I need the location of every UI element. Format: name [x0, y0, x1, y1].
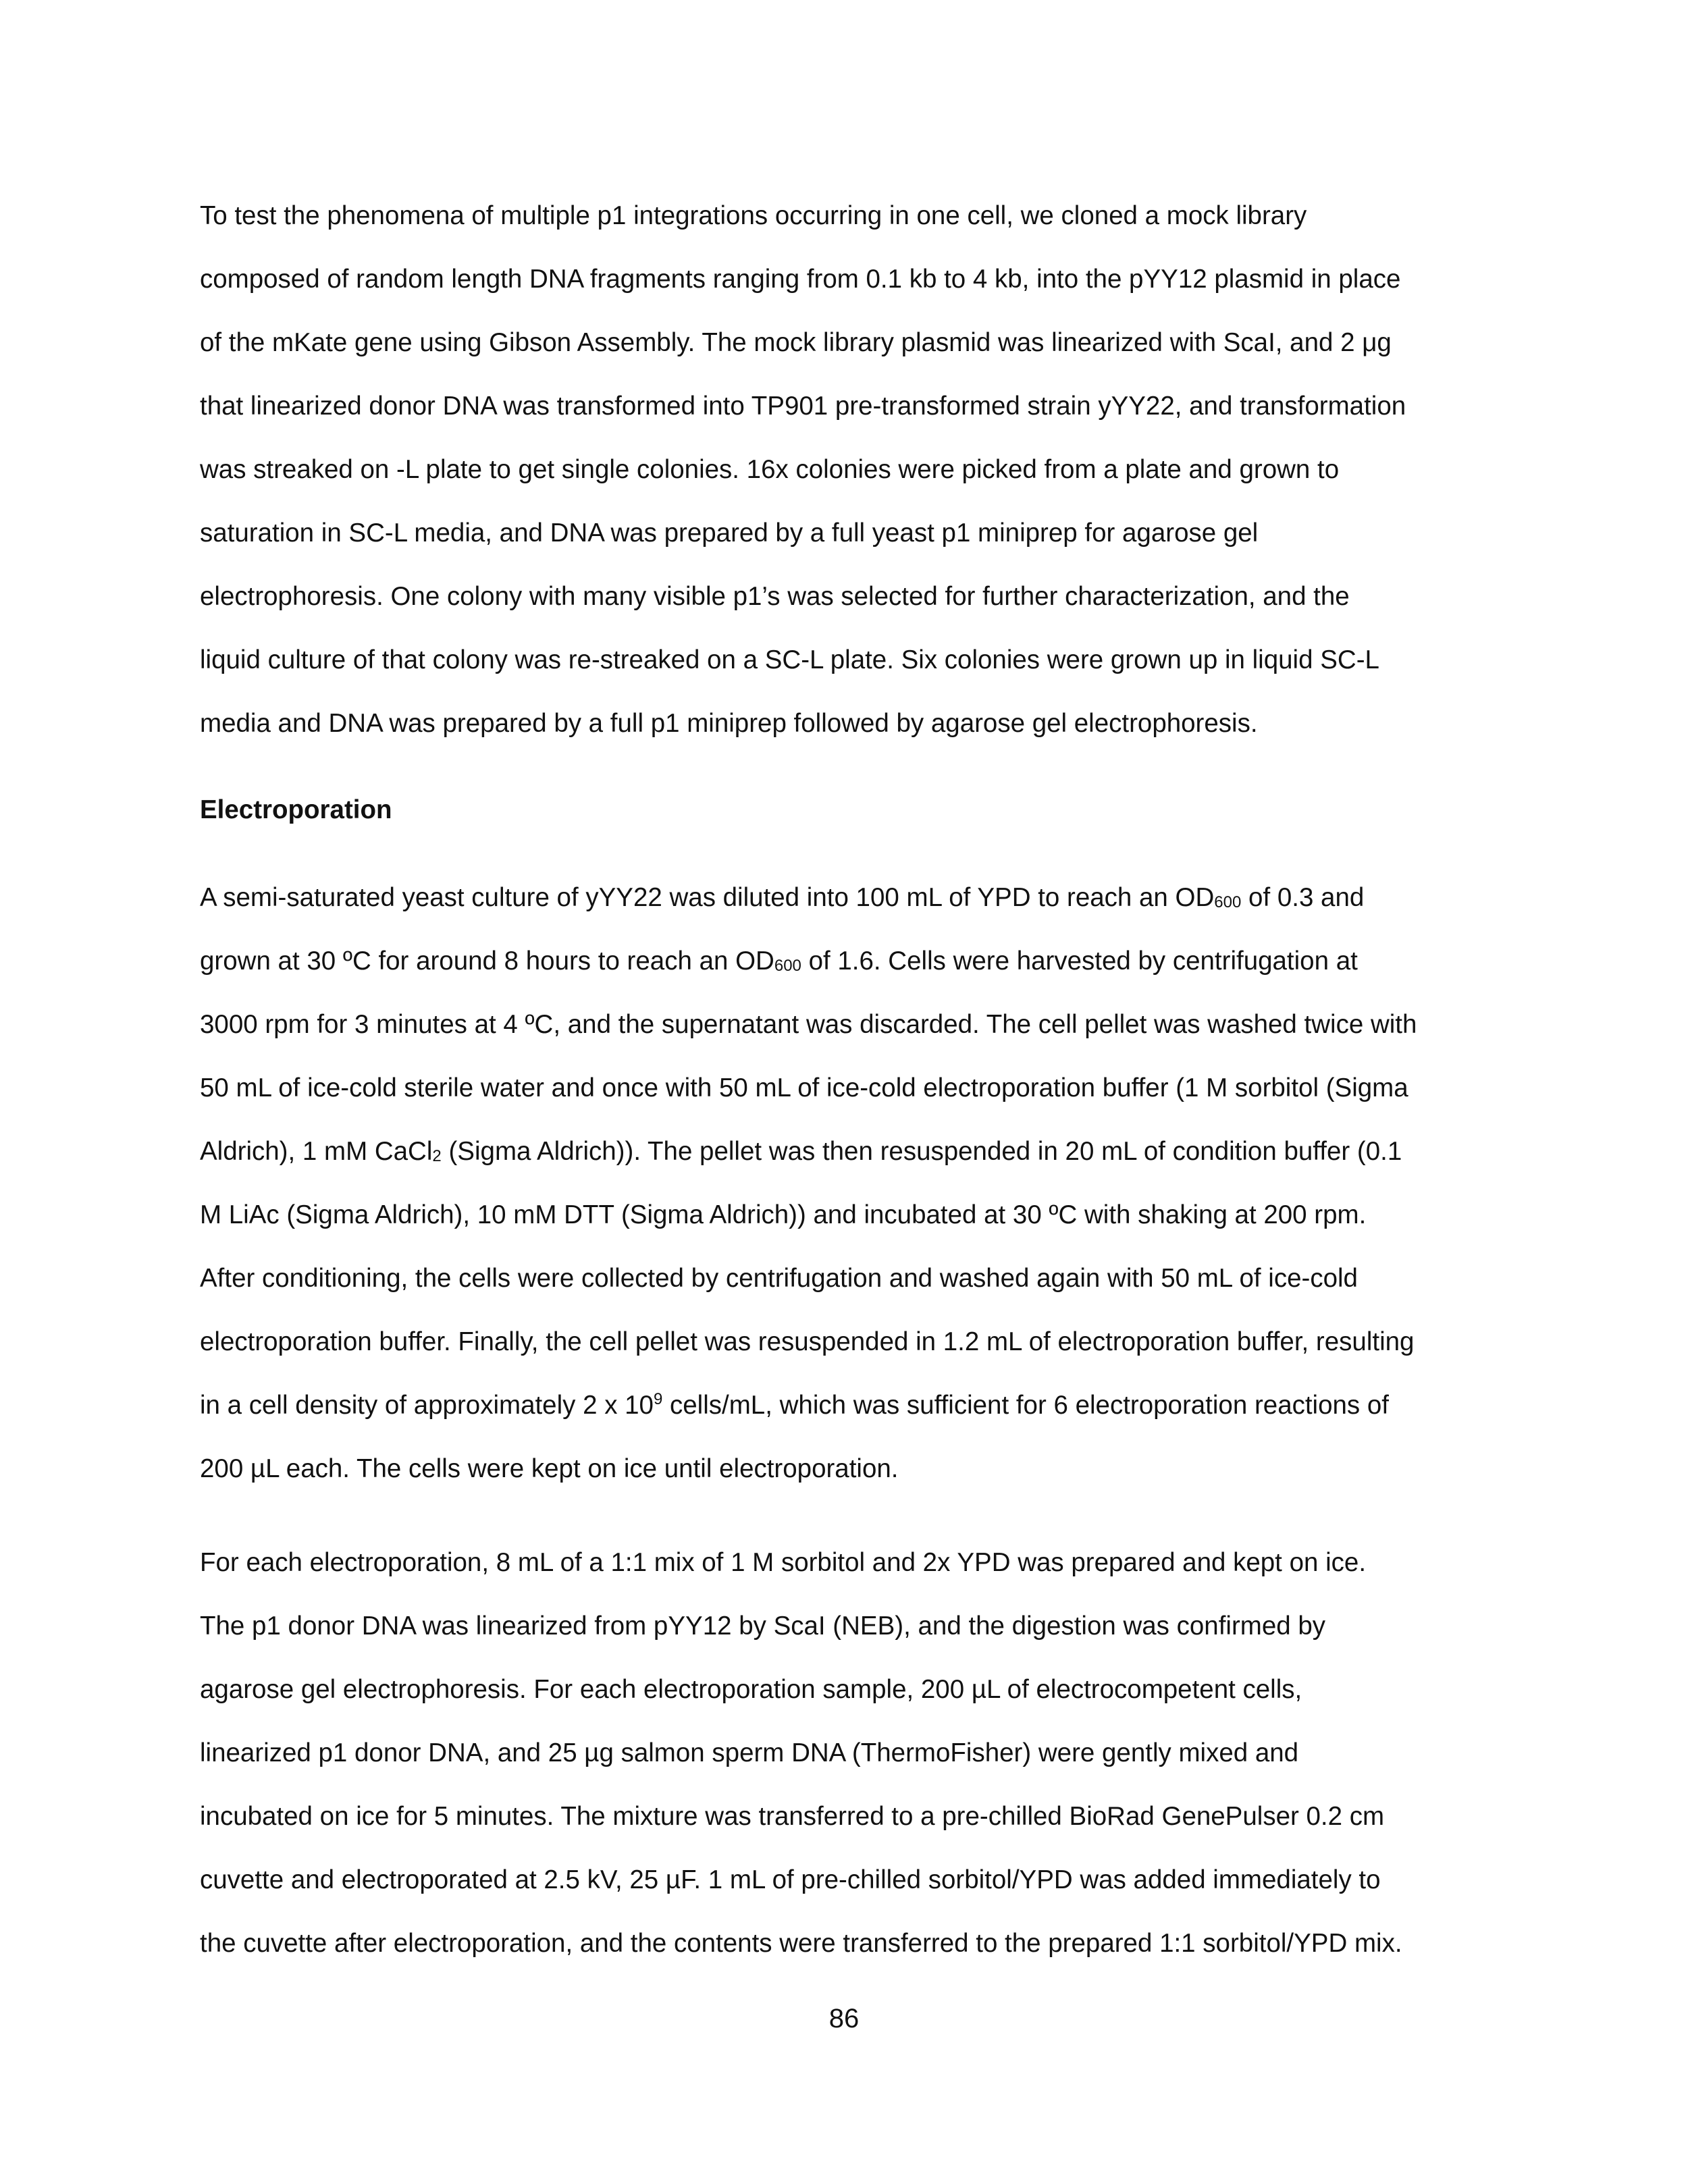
text-line: in a cell density of approximately 2 x $10^9$ cells/mL, which was sufficient for 6 electroporation reactions of	[200, 1390, 1389, 1420]
text-line: of the mKate gene using Gibson Assembly. The mock library plasmid was linearized with ScaI, and 2 μg	[200, 328, 1392, 357]
text-line: the cuvette after electroporation, and the contents were transferred to the prepared 1:1 sorbitol/YPD mix.	[200, 1929, 1402, 1958]
text-line: electroporation buffer. Finally, the cell pellet was resuspended in 1.2 mL of electroporation buffer, resulting	[200, 1327, 1415, 1356]
text-line: electrophoresis. One colony with many visible p1’s was selected for further characterization, and the	[200, 582, 1350, 611]
text-line: 50 mL of ice-cold sterile water and once with 50 mL of ice-cold electroporation buffer (1 M sorbitol (Sigma	[200, 1073, 1408, 1102]
text-line: saturation in SC-L media, and DNA was prepared by a full yeast p1 miniprep for agarose gel	[200, 518, 1259, 548]
subscript: 2	[432, 1147, 442, 1165]
text-line: that linearized donor DNA was transformed into TP901 pre-transformed strain yYY22, and transformation	[200, 392, 1406, 421]
text-line: liquid culture of that colony was re-streaked on a SC-L plate. Six colonies were grown up in liquid SC-L	[200, 645, 1379, 674]
text-line: M LiAc (Sigma Aldrich), 10 mM DTT (Sigma Aldrich)) and incubated at 30 ºC with shaking at 200 rpm.	[200, 1200, 1367, 1229]
text-line: cuvette and electroporated at 2.5 kV, 25 µF. 1 mL of pre-chilled sorbitol/YPD was added immediately to	[200, 1865, 1381, 1894]
text-line: linearized p1 donor DNA, and 25 µg salmon sperm DNA (ThermoFisher) were gently mixed and	[200, 1738, 1299, 1767]
text-line: Aldrich), 1 mM CaCl$_2$ (Sigma Aldrich)). The pellet was then resuspended in 20 mL of condition buffer (0.1	[200, 1137, 1402, 1166]
section-heading: Electroporation	[200, 795, 392, 824]
page-number: 86	[828, 2004, 860, 2033]
text-line: grown at 30 ºC for around 8 hours to reach an $OD_{600}$ of 1.6. Cells were harvested by centrifugation at	[200, 947, 1358, 976]
paragraph-mock-library	[200, 184, 1496, 755]
text-line: For each electroporation, 8 mL of a 1:1 mix of 1 M sorbitol and 2x YPD was prepared and kept on ice.	[200, 1548, 1367, 1577]
text-line: media and DNA was prepared by a full p1 miniprep followed by agarose gel electrophoresis.	[200, 709, 1258, 738]
subscript: 600	[1214, 893, 1242, 911]
text-line: composed of random length DNA fragments ranging from 0.1 kb to 4 kb, into the pYY12 plasmid in place	[200, 265, 1401, 294]
text-line: The p1 donor DNA was linearized from pYY12 by ScaI (NEB), and the digestion was confirmed by	[200, 1612, 1326, 1641]
paragraph-electroporation-prep	[200, 866, 1496, 1501]
text-line: After conditioning, the cells were collected by centrifugation and washed again with 50 mL of ice-cold	[200, 1264, 1358, 1293]
subscript: 600	[774, 957, 801, 975]
text-line: 200 µL each. The cells were kept on ice until electroporation.	[200, 1454, 899, 1483]
text-line: 3000 rpm for 3 minutes at 4 ºC, and the supernatant was discarded. The cell pellet was washed twice with	[200, 1010, 1417, 1039]
superscript: 9	[653, 1390, 663, 1408]
text-line: incubated on ice for 5 minutes. The mixture was transferred to a pre-chilled BioRad GenePulser 0.2 cm	[200, 1802, 1385, 1831]
text-line: To test the phenomena of multiple p1 integrations occurring in one cell, we cloned a mock library	[200, 201, 1307, 230]
text-line: was streaked on -L plate to get single colonies. 16x colonies were picked from a plate and grown to	[200, 455, 1340, 484]
text-line: agarose gel electrophoresis. For each electroporation sample, 200 µL of electrocompetent cells,	[200, 1675, 1302, 1704]
text-line: A semi-saturated yeast culture of yYY22 was diluted into 100 mL of YPD to reach an $OD_{600}$ of 0.3 and	[200, 883, 1365, 912]
paragraph-electroporation-procedure	[200, 1531, 1496, 1975]
